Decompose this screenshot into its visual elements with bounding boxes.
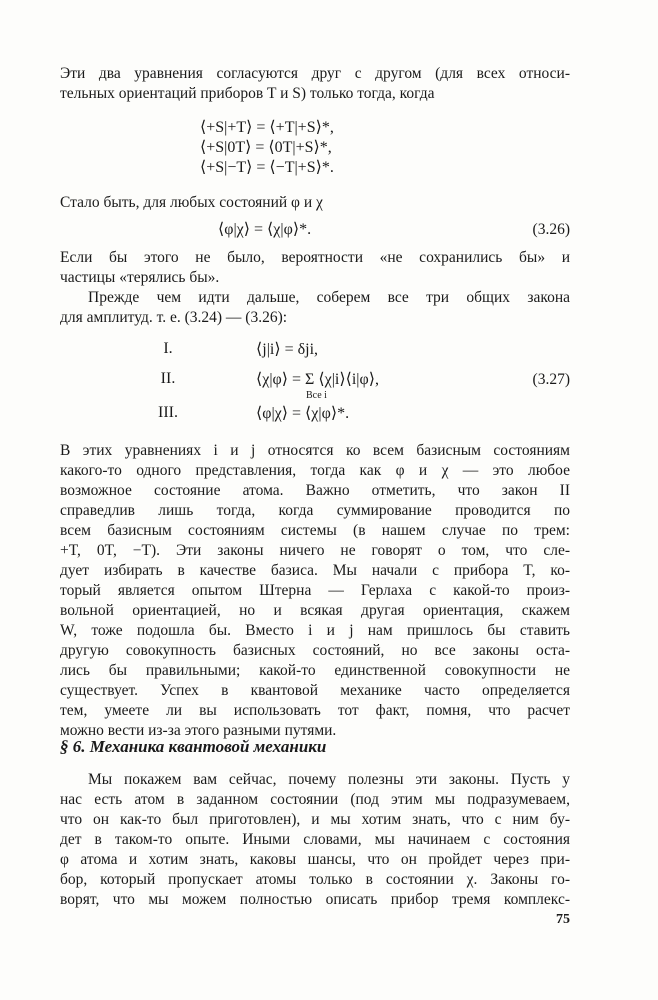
law-label: III. xyxy=(158,404,178,421)
text-line: справедлив лишь тогда, когда суммирование проводится по xyxy=(60,502,570,519)
law-formula: ⟨χ|φ⟩ = Σ ⟨χ|i⟩⟨i|φ⟩, xyxy=(256,371,379,388)
text-line: всем базисным состояниям системы (в нашем случае по трем: xyxy=(60,522,570,539)
equation-3-26: ⟨φ|χ⟩ = ⟨χ|φ⟩*. xyxy=(218,221,312,238)
text-line: дует избирать в качестве базиса. Мы начали с прибора T, ко- xyxy=(60,562,570,579)
section-heading: § 6. Механика квантовой механики xyxy=(60,737,327,756)
law-label: I. xyxy=(163,340,173,357)
equation: ⟨+S|−T⟩ = ⟨−T|+S⟩*. xyxy=(200,159,334,176)
equation: ⟨+S|0T⟩ = ⟨0T|+S⟩*, xyxy=(200,139,332,156)
text-line: вольной ориентацией, но и всякая другая ориентация, скажем xyxy=(60,602,570,619)
text-line: ворят, что мы можем полностью описать прибор тремя комплекс- xyxy=(60,891,570,908)
text-line: нас есть атом в заданном состоянии (под этим мы подразумеваем, xyxy=(60,791,570,808)
law-formula: ⟨j|i⟩ = δji, xyxy=(256,341,319,358)
text-line: Мы покажем вам сейчас, почему полезны эти законы. Пусть у xyxy=(88,771,570,788)
text-line: тем, умеете ли вы использовать тот факт, помня, что расчет xyxy=(60,702,570,719)
text-line: +T, 0T, −T). Эти законы ничего не говорят о том, что сле- xyxy=(60,542,570,559)
text-line: можно вести из-за этого разными путями. xyxy=(60,722,337,739)
text-line: для амплитуд. т. е. (3.24) — (3.26): xyxy=(60,309,288,326)
text-line: другую совокупность базисных состояний, но все законы оста- xyxy=(60,642,570,659)
text-line: φ атома и хотим знать, каковы шансы, что он пройдет через при- xyxy=(60,851,570,868)
equation-number: (3.26) xyxy=(532,221,570,238)
equation-number: (3.27) xyxy=(532,371,570,388)
sum-subscript: Все i xyxy=(306,390,327,401)
text-line: Прежде чем идти дальше, соберем все три общих закона xyxy=(88,289,570,306)
page-number: 75 xyxy=(556,912,570,927)
text-line: тельных ориентаций приборов T и S) только тогда, когда xyxy=(60,85,435,102)
equation: ⟨+S|+T⟩ = ⟨+T|+S⟩*, xyxy=(200,119,334,136)
text-line: частицы «терялись бы». xyxy=(60,269,220,286)
text-line: W, тоже подошла бы. Вместо i и j нам пришлось бы ставить xyxy=(60,622,570,639)
text-line: дет в таком-то опыте. Иными словами, мы начинаем с состояния xyxy=(60,831,570,848)
text-line: какого-то одного представления, тогда как φ и χ — это любое xyxy=(60,462,570,479)
law-formula: ⟨φ|χ⟩ = ⟨χ|φ⟩*. xyxy=(256,405,350,422)
text-line: Если бы этого не было, вероятности «не сохранились бы» и xyxy=(60,249,570,266)
text-line: бор, который пропускает атомы только в состоянии χ. Законы го- xyxy=(60,871,570,888)
text-line: торый является опытом Штерна — Герлаха с какой-то произ- xyxy=(60,582,570,599)
text-line: существует. Успех в квантовой механике часто определяется xyxy=(60,682,570,699)
text-line: лись бы правильными; какой-то единственной совокупности не xyxy=(60,662,570,679)
text-line: В этих уравнениях i и j относятся ко всем базисным состояниям xyxy=(60,442,570,459)
text-line: возможное состояние атома. Важно отметить, что закон II xyxy=(60,482,570,499)
text-line: Стало быть, для любых состояний φ и χ xyxy=(60,194,323,211)
text-line: Эти два уравнения согласуются друг с другом (для всех относи- xyxy=(60,65,570,82)
text-line: что он как-то был приготовлен), и мы хотим знать, что с ним бу- xyxy=(60,811,570,828)
law-label: II. xyxy=(160,370,176,387)
book-page xyxy=(60,0,570,1000)
